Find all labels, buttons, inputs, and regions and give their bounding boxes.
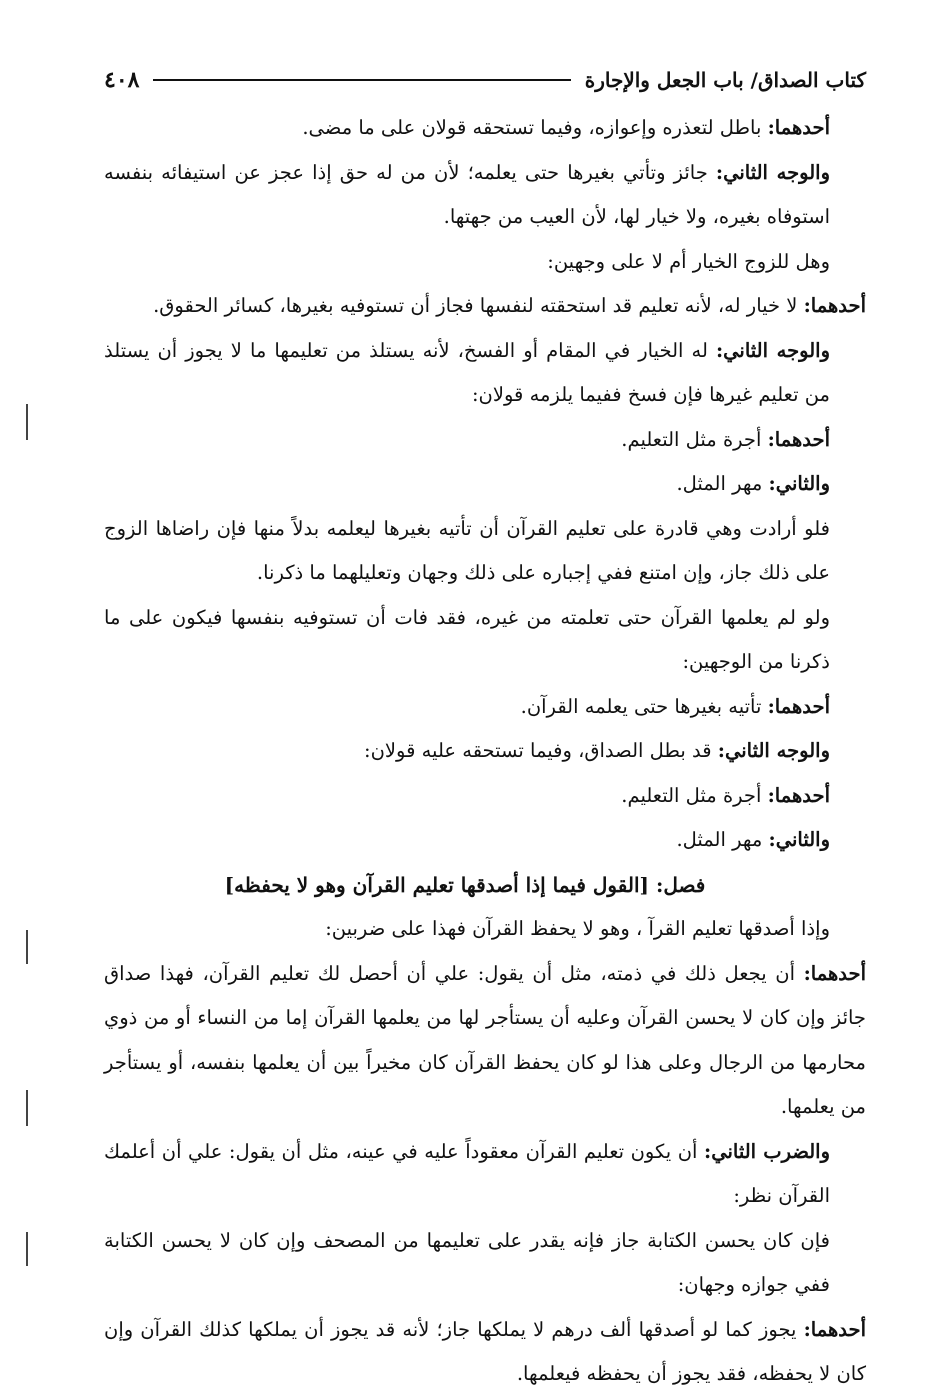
paragraph bbox=[104, 1308, 866, 1397]
paragraph-label: والوجه الثاني: bbox=[717, 739, 830, 762]
paragraph-text: تأتيه بغيرها حتى يعلمه القرآن. bbox=[520, 694, 768, 718]
paragraph-label: أحدهما: bbox=[803, 1317, 866, 1341]
paragraph bbox=[104, 1219, 866, 1308]
paragraph bbox=[104, 418, 866, 463]
paragraph-label: والثاني: bbox=[768, 828, 830, 851]
paragraph-text: لا خيار له، لأنه تعليم قد استحقته لنفسها فجاز أن تستوفيه بغيرها، كسائر الحقوق. bbox=[153, 294, 804, 317]
paragraph-text: باطل لتعذره وإعوازه، وفيما تستحقه قولان على ما مضى. bbox=[302, 116, 768, 139]
section-label: فصل: bbox=[655, 872, 706, 897]
margin-mark bbox=[26, 404, 28, 440]
paragraph bbox=[104, 818, 866, 863]
paragraph bbox=[104, 284, 866, 329]
paragraph bbox=[104, 240, 866, 285]
paragraph-text: يجوز كما لو أصدقها ألف درهم لا يملكها جاز؛ لأنه قد يجوز أن يملكها كذلك القرآن وإن كان لا يحفظه، فقد يجوز أن يحفظه فيعلمها. bbox=[104, 1317, 866, 1385]
paragraph-label: والوجه الثاني: bbox=[715, 338, 830, 362]
paragraph-text: أن يكون تعليم القرآن معقوداً عليه في عينه، مثل أن يقول: علي أن أعلمك القرآن نظر: bbox=[104, 1139, 830, 1207]
paragraph-text: فإن كان يحسن الكتابة جاز فإنه يقدر على تعليمها من المصحف وإن كان لا يحسن الكتابة ففي جوازه وجهان: bbox=[104, 1228, 830, 1296]
page-number: ٤٠٨ bbox=[104, 67, 140, 93]
running-title: كتاب الصداق/ باب الجعل والإجارة bbox=[584, 68, 866, 92]
paragraph-text: مهر المثل. bbox=[676, 472, 769, 495]
paragraph-label: والثاني: bbox=[768, 472, 830, 495]
header-rule bbox=[153, 79, 570, 81]
paragraph-text: ولو لم يعلمها القرآن حتى تعلمته من غيره، فقد فات أن تستوفيه بنفسها فيكون على ما ذكرنا من الوجهين: bbox=[104, 605, 830, 673]
paragraph-text: له الخيار في المقام أو الفسخ، لأنه يستلذ من تعليمها ما لا يجوز أن يستلذ من تعليم غيرها فإن فسخ ففيما يلزمه قولان: bbox=[104, 338, 830, 406]
paragraph bbox=[104, 462, 866, 507]
paragraph bbox=[104, 907, 866, 952]
margin-mark bbox=[26, 1090, 28, 1126]
margin-mark bbox=[26, 930, 28, 964]
paragraph bbox=[104, 729, 866, 774]
margin-mark bbox=[26, 1232, 28, 1266]
paragraph-label: أحدهما: bbox=[767, 694, 830, 718]
paragraph-text: جائز وتأتي بغيرها حتى يعلمه؛ لأن من له حق إذا عجز عن استيفائه بنفسه استوفاه بغيره، ولا خيار لها، لأن العيب من جهتها. bbox=[104, 160, 830, 228]
paragraph-text: مهر المثل. bbox=[676, 828, 769, 851]
section-title: [القول فيما إذا أصدقها تعليم القرآن وهو لا يحفظه] bbox=[224, 872, 656, 897]
paragraph bbox=[104, 774, 866, 819]
paragraph-text: وإذا أصدقها تعليم القرآ ، وهو لا يحفظ القرآن فهذا على ضربين: bbox=[325, 917, 830, 940]
paragraph-label: أحدهما: bbox=[767, 783, 830, 807]
paragraph-label: أحدهما: bbox=[803, 294, 866, 317]
page-body bbox=[104, 106, 866, 1397]
paragraph-text: فلو أرادت وهي قادرة على تعليم القرآن أن تأتيه بغيرها ليعلمه بدلاً منها فإن راضاها الزوج على ذلك جاز، وإن امتنع ففي إجباره على ذلك وجهان وتعليلهما ما ذكرنا. bbox=[104, 516, 830, 584]
paragraph-text: وهل للزوج الخيار أم لا على وجهين: bbox=[547, 249, 830, 273]
paragraph-text: أن يجعل ذلك في ذمته، مثل أن يقول: علي أن أحصل لك تعليم القرآن، فهذا صداق جائز وإن كان لا يحسن القرآن وعليه أن يستأجر لها من يعلمها القرآن إما من النساء أو من ذوي محارمها من الرجال وعلى هذا لو كان يحفظ القرآن كان مخيراً بين أن يعلمها بنفسه، أو يستأجر من يعلمها. bbox=[104, 961, 866, 1118]
paragraph bbox=[104, 106, 866, 151]
paragraph bbox=[104, 1130, 866, 1219]
paragraph-label: أحدهما: bbox=[767, 116, 830, 139]
paragraph bbox=[104, 507, 866, 596]
paragraph-label: أحدهما: bbox=[803, 961, 866, 985]
section-heading bbox=[104, 863, 866, 908]
paragraph-label: والضرب الثاني: bbox=[704, 1139, 831, 1163]
paragraph bbox=[104, 685, 866, 730]
paragraph-text: أجرة مثل التعليم. bbox=[621, 783, 768, 807]
paragraph bbox=[104, 952, 866, 1130]
paragraph bbox=[104, 151, 866, 240]
document-page bbox=[104, 60, 866, 1385]
paragraph bbox=[104, 329, 866, 418]
paragraph-label: والوجه الثاني: bbox=[715, 160, 830, 184]
paragraph-text: قد بطل الصداق، وفيما تستحقه عليه قولان: bbox=[364, 739, 718, 762]
paragraph bbox=[104, 596, 866, 685]
paragraph-text: أجرة مثل التعليم. bbox=[621, 427, 768, 451]
paragraph-label: أحدهما: bbox=[767, 427, 830, 451]
page-header bbox=[104, 60, 866, 100]
